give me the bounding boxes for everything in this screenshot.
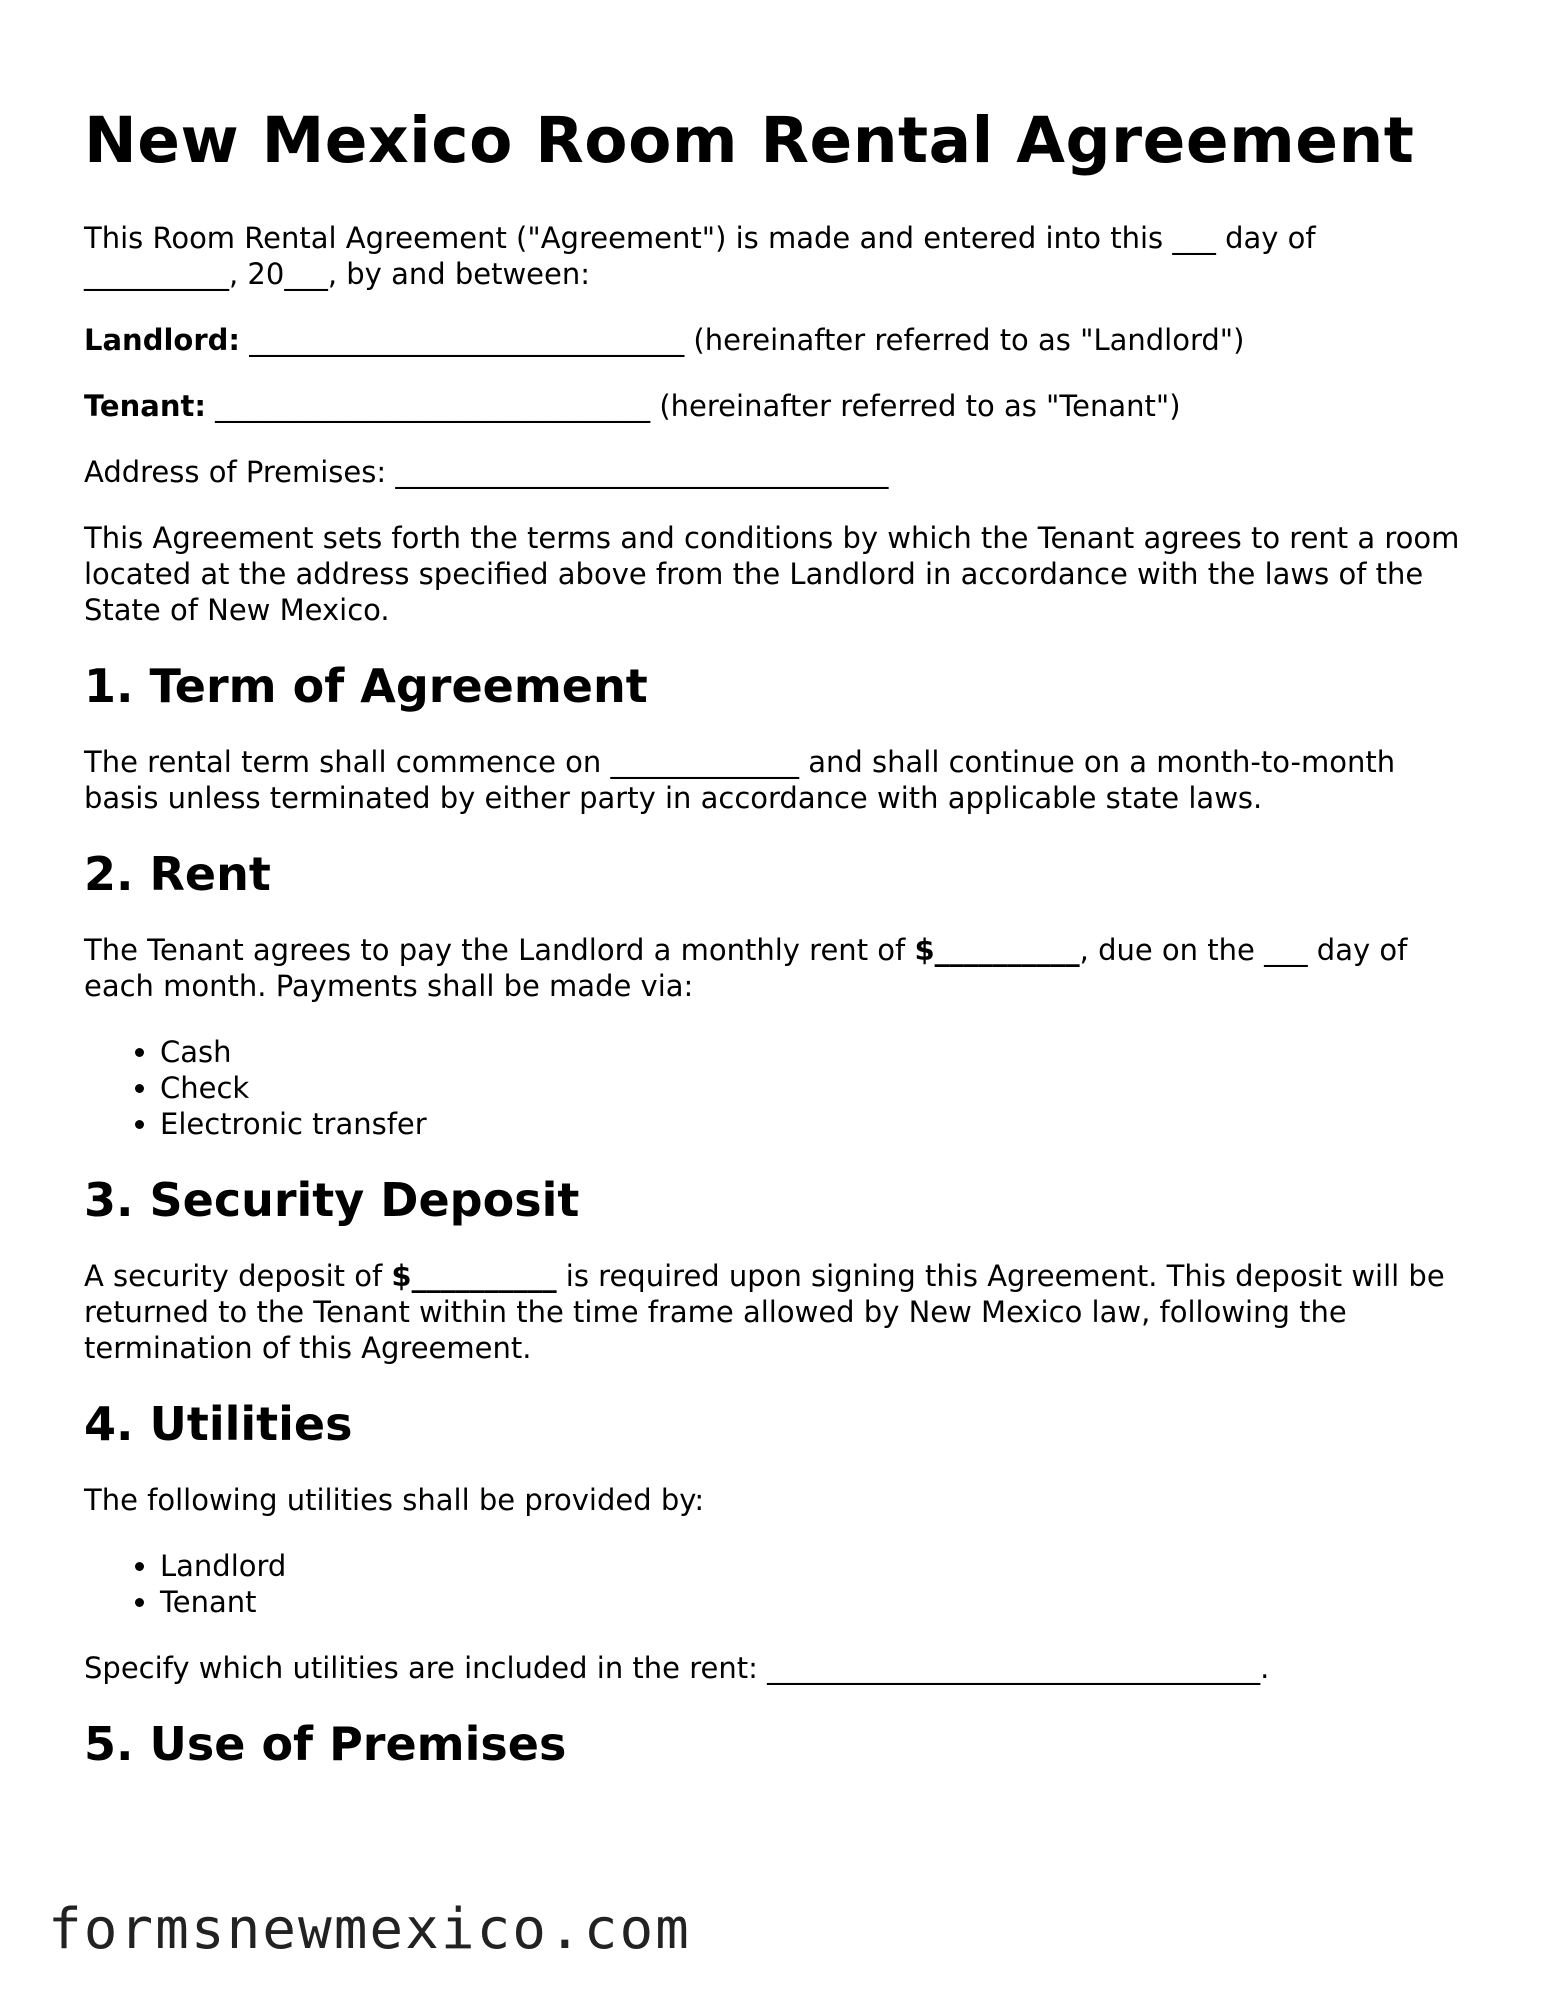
section-utilities-body: The following utilities shall be provided by: xyxy=(84,1483,705,1517)
utilities-specify-line: Specify which utilities are included in the rent: __________________________________. xyxy=(84,1651,1270,1685)
deposit-text-post: is required upon signing this Agreement. This deposit will be returned to the Tenant within the time frame allowed by New Mexico law, following the termination of this Agreement. xyxy=(84,1259,1445,1365)
watermark-text: formsnewmexico.com xyxy=(48,1897,691,1962)
deposit-amount-blank: $__________ xyxy=(391,1259,557,1293)
section-utilities-heading: 4. Utilities xyxy=(84,1397,353,1451)
list-item: • Electronic transfer xyxy=(160,1106,1474,1142)
rent-text-post: , due on the ___ day of each month. Payments shall be made via: xyxy=(84,933,1408,1003)
landlord-label: Landlord: xyxy=(84,323,240,357)
section-use-heading: 5. Use of Premises xyxy=(84,1717,567,1771)
landlord-line xyxy=(84,322,1474,358)
deposit-text-pre: A security deposit of xyxy=(84,1259,392,1293)
section-deposit-body xyxy=(84,1258,1474,1366)
section-deposit-heading: 3. Security Deposit xyxy=(84,1173,580,1227)
section-rent-body xyxy=(84,932,1474,1004)
document-title: New Mexico Room Rental Agreement xyxy=(84,104,1415,177)
utilities-provider-list xyxy=(84,1548,1474,1620)
list-item: • Tenant xyxy=(160,1584,1474,1620)
landlord-blank: ______________________________ (hereinafter referred to as "Landlord") xyxy=(239,323,1245,357)
tenant-label: Tenant: xyxy=(84,389,206,423)
list-item: • Landlord xyxy=(160,1548,1474,1584)
tenant-line xyxy=(84,388,1474,424)
address-line: Address of Premises: __________________________________ xyxy=(84,455,889,489)
intro-paragraph: This Room Rental Agreement ("Agreement") is made and entered into this ___ day of __________, 20___, by and between: xyxy=(84,221,1316,291)
rent-text-pre: The Tenant agrees to pay the Landlord a monthly rent of xyxy=(84,933,915,967)
list-item: • Check xyxy=(160,1070,1474,1106)
document-page xyxy=(84,102,1474,1802)
tenant-blank: ______________________________ (hereinafter referred to as "Tenant") xyxy=(205,389,1181,423)
section-term-heading: 1. Term of Agreement xyxy=(84,659,648,713)
payment-methods-list xyxy=(84,1034,1474,1142)
rent-amount-blank: $__________ xyxy=(914,933,1080,967)
section-term-body: The rental term shall commence on _____________ and shall continue on a month-to-month basis unless terminated by either party in accordance with applicable state laws. xyxy=(84,745,1396,815)
list-item: • Cash xyxy=(160,1034,1474,1070)
section-rent-heading: 2. Rent xyxy=(84,847,271,901)
purpose-paragraph: This Agreement sets forth the terms and conditions by which the Tenant agrees to rent a room located at the address specified above from the Landlord in accordance with the laws of the State of New Mexico. xyxy=(84,521,1460,627)
